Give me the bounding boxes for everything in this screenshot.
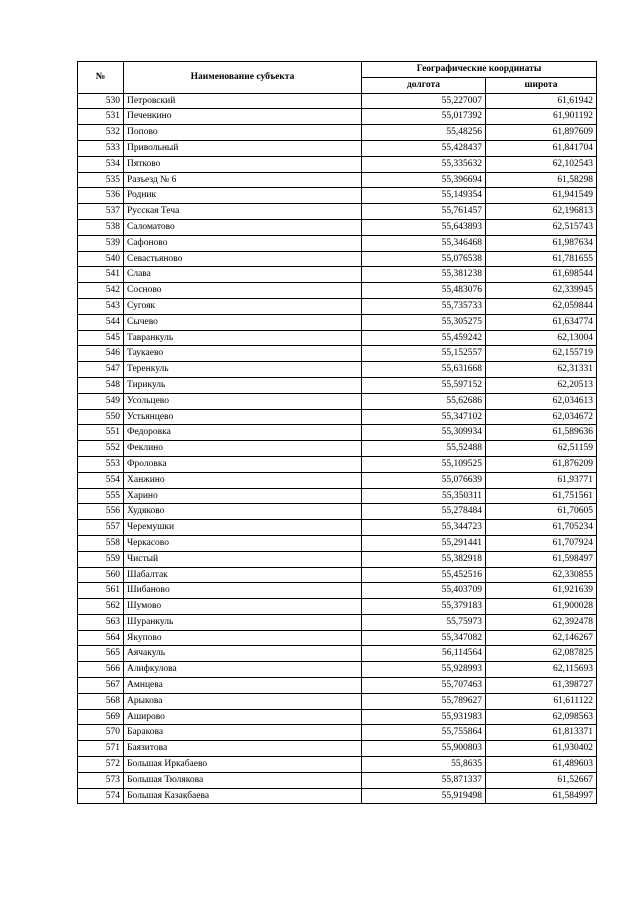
row-latitude: 61,52667 [486, 772, 597, 788]
row-number: 541 [78, 267, 124, 283]
row-longitude: 55,643893 [362, 219, 486, 235]
table-row [78, 251, 597, 267]
row-longitude: 55,459242 [362, 330, 486, 346]
row-name: Попово [124, 125, 362, 141]
row-latitude: 62,102543 [486, 156, 597, 172]
row-name: Аячакуль [124, 646, 362, 662]
table-row [78, 599, 597, 615]
table-row [78, 725, 597, 741]
row-latitude: 61,751561 [486, 488, 597, 504]
row-latitude: 61,921639 [486, 583, 597, 599]
table-row [78, 504, 597, 520]
row-latitude: 61,489603 [486, 757, 597, 773]
row-latitude: 61,900028 [486, 599, 597, 615]
row-number: 535 [78, 172, 124, 188]
row-name: Теренкуль [124, 362, 362, 378]
row-number: 574 [78, 788, 124, 804]
row-name: Шумово [124, 599, 362, 615]
row-number: 536 [78, 188, 124, 204]
row-latitude: 62,196813 [486, 204, 597, 220]
row-latitude: 61,58298 [486, 172, 597, 188]
row-longitude: 55,152557 [362, 346, 486, 362]
row-latitude: 61,781655 [486, 251, 597, 267]
table-row [78, 267, 597, 283]
row-latitude: 62,13004 [486, 330, 597, 346]
row-latitude: 62,087825 [486, 646, 597, 662]
row-longitude: 55,335632 [362, 156, 486, 172]
row-latitude: 61,897609 [486, 125, 597, 141]
row-number: 539 [78, 235, 124, 251]
table-row [78, 567, 597, 583]
row-name: Сугояк [124, 298, 362, 314]
row-longitude: 55,48256 [362, 125, 486, 141]
row-number: 554 [78, 472, 124, 488]
header-name: Наименование субъекта [124, 62, 362, 94]
table-row [78, 788, 597, 804]
table-row [78, 188, 597, 204]
row-latitude: 61,70605 [486, 504, 597, 520]
row-longitude: 55,149354 [362, 188, 486, 204]
row-latitude: 61,61942 [486, 93, 597, 109]
row-number: 533 [78, 140, 124, 156]
row-longitude: 55,789627 [362, 693, 486, 709]
table-row [78, 456, 597, 472]
table-row [78, 362, 597, 378]
row-number: 573 [78, 772, 124, 788]
row-name: Петровский [124, 93, 362, 109]
row-name: Слава [124, 267, 362, 283]
row-longitude: 55,396694 [362, 172, 486, 188]
row-number: 534 [78, 156, 124, 172]
row-number: 532 [78, 125, 124, 141]
row-longitude: 55,755864 [362, 725, 486, 741]
row-number: 572 [78, 757, 124, 773]
table-row [78, 156, 597, 172]
row-longitude: 55,597152 [362, 377, 486, 393]
row-name: Тирикуль [124, 377, 362, 393]
row-name: Привольный [124, 140, 362, 156]
table-row [78, 693, 597, 709]
table-row [78, 314, 597, 330]
row-latitude: 62,146267 [486, 630, 597, 646]
row-name: Амнцева [124, 678, 362, 694]
table-row [78, 646, 597, 662]
row-name: Усольцево [124, 393, 362, 409]
row-longitude: 55,344723 [362, 520, 486, 536]
row-longitude: 56,114564 [362, 646, 486, 662]
row-name: Большая Тюлякова [124, 772, 362, 788]
row-name: Большая Казакбаева [124, 788, 362, 804]
row-number: 549 [78, 393, 124, 409]
row-latitude: 61,813371 [486, 725, 597, 741]
row-latitude: 61,841704 [486, 140, 597, 156]
row-longitude: 55,381238 [362, 267, 486, 283]
row-latitude: 61,634774 [486, 314, 597, 330]
row-longitude: 55,919498 [362, 788, 486, 804]
table-row [78, 298, 597, 314]
row-longitude: 55,75973 [362, 614, 486, 630]
row-latitude: 62,339945 [486, 283, 597, 299]
row-name: Сафоново [124, 235, 362, 251]
row-name: Таукаево [124, 346, 362, 362]
row-longitude: 55,735733 [362, 298, 486, 314]
table-row [78, 125, 597, 141]
table-row [78, 283, 597, 299]
row-name: Аширово [124, 709, 362, 725]
row-name: Печенкино [124, 109, 362, 125]
row-number: 545 [78, 330, 124, 346]
table-row [78, 441, 597, 457]
row-name: Севастьяново [124, 251, 362, 267]
row-latitude: 62,059844 [486, 298, 597, 314]
row-latitude: 61,598497 [486, 551, 597, 567]
row-longitude: 55,350311 [362, 488, 486, 504]
row-name: Арыкова [124, 693, 362, 709]
table-row [78, 109, 597, 125]
row-longitude: 55,291441 [362, 535, 486, 551]
row-number: 551 [78, 425, 124, 441]
row-longitude: 55,017392 [362, 109, 486, 125]
row-number: 548 [78, 377, 124, 393]
row-name: Худяково [124, 504, 362, 520]
row-number: 559 [78, 551, 124, 567]
row-number: 542 [78, 283, 124, 299]
row-name: Якупово [124, 630, 362, 646]
row-latitude: 62,155719 [486, 346, 597, 362]
row-name: Разъезд № 6 [124, 172, 362, 188]
row-number: 568 [78, 693, 124, 709]
table-row [78, 757, 597, 773]
row-longitude: 55,278484 [362, 504, 486, 520]
row-latitude: 62,098563 [486, 709, 597, 725]
header-coords: Географические координаты [362, 62, 597, 78]
row-longitude: 55,928993 [362, 662, 486, 678]
table-row [78, 520, 597, 536]
row-name: Большая Иркабаево [124, 757, 362, 773]
row-latitude: 61,987634 [486, 235, 597, 251]
row-longitude: 55,871337 [362, 772, 486, 788]
table-row [78, 330, 597, 346]
row-longitude: 55,346468 [362, 235, 486, 251]
table-row [78, 377, 597, 393]
row-name: Баракова [124, 725, 362, 741]
row-latitude: 62,034672 [486, 409, 597, 425]
row-number: 563 [78, 614, 124, 630]
table-row [78, 678, 597, 694]
row-longitude: 55,428437 [362, 140, 486, 156]
row-name: Шибаново [124, 583, 362, 599]
row-latitude: 61,698544 [486, 267, 597, 283]
row-name: Родник [124, 188, 362, 204]
row-number: 571 [78, 741, 124, 757]
row-longitude: 55,631668 [362, 362, 486, 378]
table-row [78, 219, 597, 235]
row-number: 561 [78, 583, 124, 599]
table-row [78, 472, 597, 488]
row-name: Харино [124, 488, 362, 504]
row-longitude: 55,305275 [362, 314, 486, 330]
row-longitude: 55,347102 [362, 409, 486, 425]
row-name: Шуранкуль [124, 614, 362, 630]
row-number: 569 [78, 709, 124, 725]
row-name: Пятково [124, 156, 362, 172]
row-longitude: 55,379183 [362, 599, 486, 615]
row-longitude: 55,076538 [362, 251, 486, 267]
table-row [78, 346, 597, 362]
table-row [78, 583, 597, 599]
table-row [78, 741, 597, 757]
row-number: 565 [78, 646, 124, 662]
row-number: 552 [78, 441, 124, 457]
row-number: 547 [78, 362, 124, 378]
row-longitude: 55,309934 [362, 425, 486, 441]
header-lon: долгота [362, 77, 486, 93]
table-row [78, 662, 597, 678]
row-latitude: 61,707924 [486, 535, 597, 551]
row-latitude: 62,115693 [486, 662, 597, 678]
table-row [78, 172, 597, 188]
row-latitude: 61,901192 [486, 109, 597, 125]
row-number: 555 [78, 488, 124, 504]
row-latitude: 61,941549 [486, 188, 597, 204]
row-longitude: 55,109525 [362, 456, 486, 472]
table-row [78, 535, 597, 551]
row-number: 543 [78, 298, 124, 314]
table-row [78, 204, 597, 220]
row-number: 550 [78, 409, 124, 425]
table-row [78, 140, 597, 156]
row-number: 544 [78, 314, 124, 330]
row-number: 556 [78, 504, 124, 520]
row-longitude: 55,761457 [362, 204, 486, 220]
row-longitude: 55,900803 [362, 741, 486, 757]
row-name: Тавранкуль [124, 330, 362, 346]
row-longitude: 55,483076 [362, 283, 486, 299]
row-latitude: 61,584997 [486, 788, 597, 804]
row-number: 562 [78, 599, 124, 615]
row-latitude: 62,31331 [486, 362, 597, 378]
row-number: 567 [78, 678, 124, 694]
table-row [78, 235, 597, 251]
row-latitude: 61,930402 [486, 741, 597, 757]
row-longitude: 55,62686 [362, 393, 486, 409]
table-row [78, 409, 597, 425]
row-number: 553 [78, 456, 124, 472]
row-latitude: 62,392478 [486, 614, 597, 630]
row-name: Алифкулова [124, 662, 362, 678]
row-longitude: 55,382918 [362, 551, 486, 567]
row-name: Шабалтак [124, 567, 362, 583]
row-longitude: 55,931983 [362, 709, 486, 725]
table-row [78, 425, 597, 441]
row-latitude: 61,705234 [486, 520, 597, 536]
row-longitude: 55,707463 [362, 678, 486, 694]
row-name: Федоровка [124, 425, 362, 441]
row-longitude: 55,347082 [362, 630, 486, 646]
row-latitude: 62,20513 [486, 377, 597, 393]
row-name: Ханжино [124, 472, 362, 488]
row-latitude: 61,876209 [486, 456, 597, 472]
row-name: Саломатово [124, 219, 362, 235]
table-row [78, 614, 597, 630]
row-name: Сосново [124, 283, 362, 299]
row-latitude: 61,398727 [486, 678, 597, 694]
table-row [78, 488, 597, 504]
row-name: Феклино [124, 441, 362, 457]
row-name: Устьянцево [124, 409, 362, 425]
row-latitude: 61,93771 [486, 472, 597, 488]
row-longitude: 55,52488 [362, 441, 486, 457]
row-number: 540 [78, 251, 124, 267]
row-latitude: 62,515743 [486, 219, 597, 235]
row-name: Фроловка [124, 456, 362, 472]
header-num: № [78, 62, 124, 94]
row-number: 558 [78, 535, 124, 551]
row-longitude: 55,8635 [362, 757, 486, 773]
row-latitude: 61,611122 [486, 693, 597, 709]
row-number: 546 [78, 346, 124, 362]
row-name: Русская Теча [124, 204, 362, 220]
row-number: 538 [78, 219, 124, 235]
coordinates-table [77, 61, 597, 804]
row-number: 537 [78, 204, 124, 220]
table-row [78, 709, 597, 725]
row-name: Черкасово [124, 535, 362, 551]
row-number: 570 [78, 725, 124, 741]
row-number: 564 [78, 630, 124, 646]
row-name: Черемушки [124, 520, 362, 536]
table-row [78, 93, 597, 109]
row-name: Чистый [124, 551, 362, 567]
row-number: 560 [78, 567, 124, 583]
table-row [78, 630, 597, 646]
row-number: 531 [78, 109, 124, 125]
row-latitude: 62,51159 [486, 441, 597, 457]
table-body [78, 93, 597, 804]
row-number: 530 [78, 93, 124, 109]
table-row [78, 551, 597, 567]
row-longitude: 55,227007 [362, 93, 486, 109]
row-number: 557 [78, 520, 124, 536]
row-name: Баязитова [124, 741, 362, 757]
row-longitude: 55,403709 [362, 583, 486, 599]
row-latitude: 62,034613 [486, 393, 597, 409]
row-number: 566 [78, 662, 124, 678]
header-lat: широта [486, 77, 597, 93]
row-name: Сычево [124, 314, 362, 330]
table-row [78, 393, 597, 409]
row-latitude: 62,330855 [486, 567, 597, 583]
table-row [78, 772, 597, 788]
row-latitude: 61,589636 [486, 425, 597, 441]
row-longitude: 55,452516 [362, 567, 486, 583]
row-longitude: 55,076639 [362, 472, 486, 488]
